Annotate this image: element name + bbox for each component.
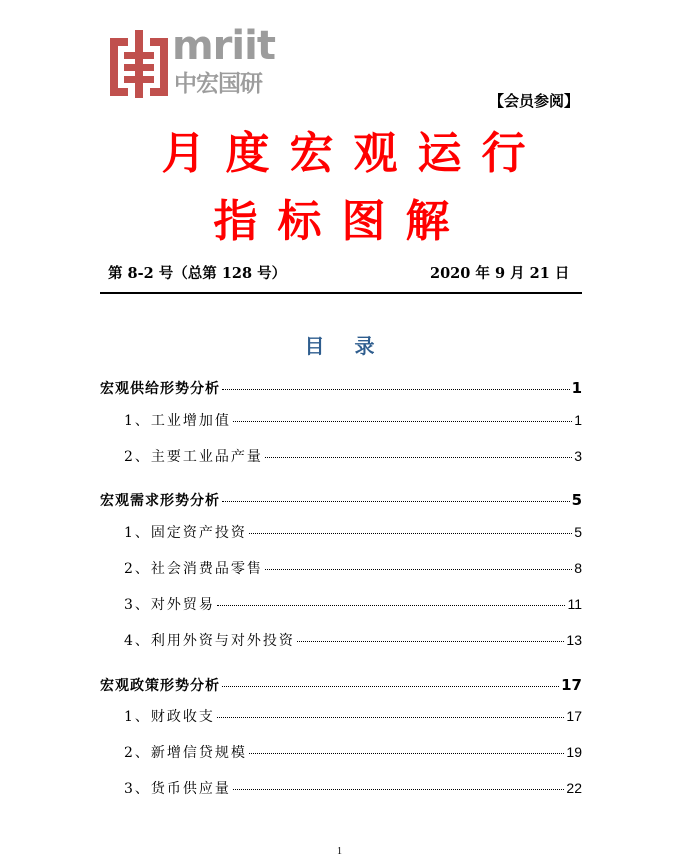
toc-page-number: 17 <box>561 676 582 694</box>
toc-item-foreign-trade[interactable] <box>124 594 582 614</box>
toc-item-new-credit[interactable] <box>124 742 582 762</box>
header-divider <box>100 292 582 294</box>
toc-leader-dots <box>217 605 566 606</box>
footer-page-number: 1 <box>337 846 342 857</box>
publish-date: 2020 年 9 月 21 日 <box>430 265 570 282</box>
report-title-line-1: 月度宏观运行 <box>161 128 546 179</box>
toc-item-label: 1、固定资产投资 <box>124 525 247 541</box>
toc-item-label: 4、利用外资与对外投资 <box>124 633 295 649</box>
logo-latin-text: mriit <box>172 23 275 69</box>
toc-item-label: 3、货币供应量 <box>124 781 231 797</box>
toc-leader-dots <box>297 641 565 642</box>
toc-page-number: 5 <box>574 524 582 540</box>
toc-section-policy[interactable] <box>100 675 582 695</box>
toc-item-foreign-investment[interactable] <box>124 630 582 650</box>
toc-page-number: 1 <box>571 379 582 397</box>
toc-leader-dots <box>265 569 572 570</box>
toc-item-fixed-asset-investment[interactable] <box>124 522 582 542</box>
toc-heading: 目录 <box>304 334 405 358</box>
toc-page-number: 19 <box>566 744 582 760</box>
logo-mark-icon <box>108 28 170 100</box>
toc-item-industrial-value-added[interactable] <box>124 410 582 430</box>
toc-leader-dots <box>217 717 565 718</box>
toc-item-label: 2、主要工业品产量 <box>124 449 263 465</box>
toc-leader-dots <box>249 533 572 534</box>
toc-page-number: 13 <box>566 632 582 648</box>
toc-leader-dots <box>222 389 570 390</box>
toc-section-label: 宏观供给形势分析 <box>100 381 220 397</box>
toc-item-fiscal-revenue-expenditure[interactable] <box>124 706 582 726</box>
toc-page-number: 17 <box>566 708 582 724</box>
toc-page-number: 5 <box>571 491 582 509</box>
toc-section-label: 宏观需求形势分析 <box>100 493 220 509</box>
toc-item-label: 2、社会消费品零售 <box>124 561 263 577</box>
toc-item-money-supply[interactable] <box>124 778 582 798</box>
toc-leader-dots <box>265 457 572 458</box>
toc-leader-dots <box>233 421 572 422</box>
toc-page-number: 8 <box>574 560 582 576</box>
toc-item-label: 2、新增信贷规模 <box>124 745 247 761</box>
toc-section-label: 宏观政策形势分析 <box>100 678 220 694</box>
toc-leader-dots <box>233 789 565 790</box>
report-title-line-2: 指标图解 <box>213 196 470 247</box>
toc-item-label: 3、对外贸易 <box>124 597 215 613</box>
toc-item-retail-sales[interactable] <box>124 558 582 578</box>
toc-page-number: 3 <box>574 448 582 464</box>
toc-leader-dots <box>249 753 565 754</box>
logo-chinese-text: 中宏国研 <box>174 71 262 97</box>
toc-page-number: 1 <box>574 412 582 428</box>
member-reference-tag: 【会员参阅】 <box>488 92 579 110</box>
toc-item-label: 1、工业增加值 <box>124 413 231 429</box>
toc-leader-dots <box>222 501 570 502</box>
toc-section-supply[interactable] <box>100 378 582 398</box>
toc-section-demand[interactable] <box>100 490 582 510</box>
toc-item-label: 1、财政收支 <box>124 709 215 725</box>
toc-page-number: 11 <box>567 596 582 612</box>
toc-page-number: 22 <box>566 780 582 796</box>
toc-leader-dots <box>222 686 559 687</box>
toc-item-industrial-output[interactable] <box>124 446 582 466</box>
issue-number: 第 8-2 号（总第 128 号） <box>108 265 287 282</box>
company-logo <box>108 23 275 100</box>
